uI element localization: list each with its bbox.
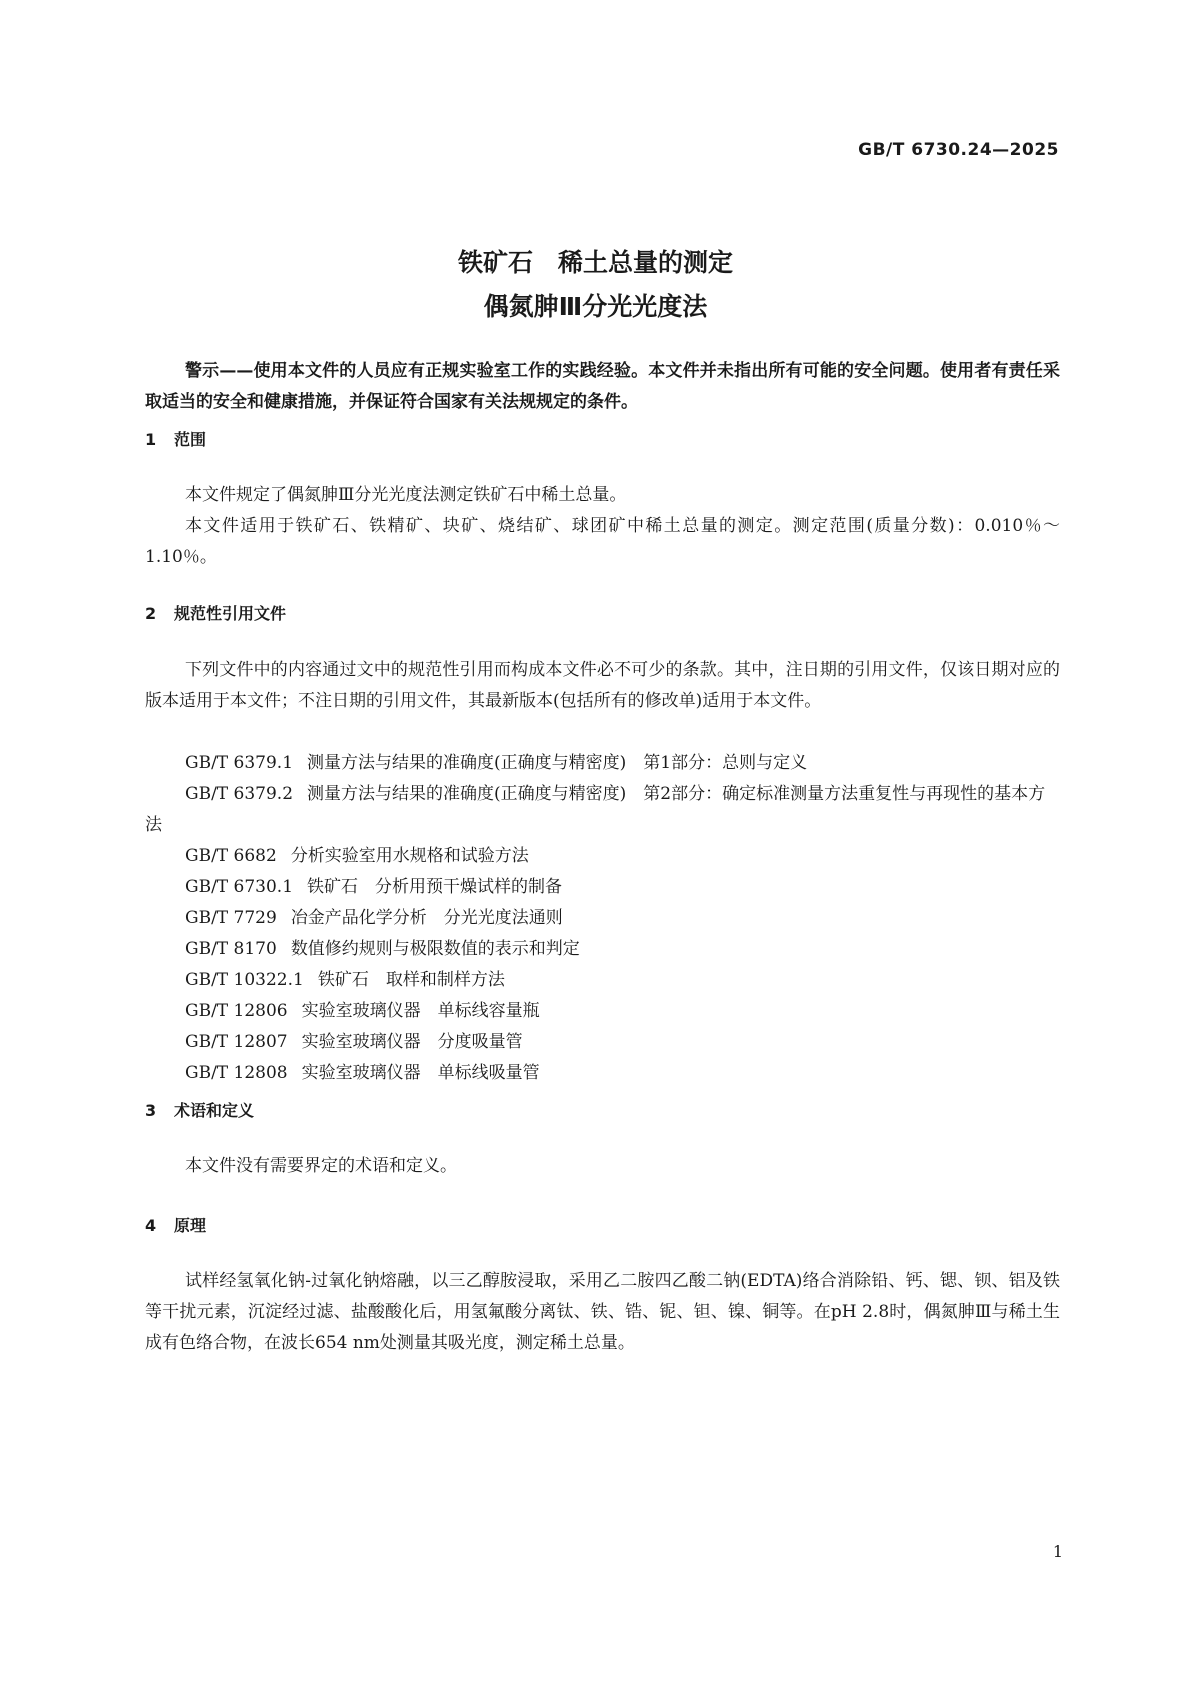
paragraph: 本文件适用于铁矿石、铁精矿、块矿、烧结矿、球团矿中稀土总量的测定。测定范围(质量分数)：0.010％～1.10％。 xyxy=(145,516,1060,567)
reference-code: GB/T 6379.2 xyxy=(185,784,294,804)
reference-code: GB/T 10322.1 xyxy=(185,970,304,990)
principle-body xyxy=(145,1266,1060,1359)
reference-code: GB/T 12806 xyxy=(185,1001,288,1021)
section-title: 术语和定义 xyxy=(174,1101,255,1120)
reference-item xyxy=(145,903,1060,934)
section-number: 3 xyxy=(145,1101,157,1120)
reference-item xyxy=(145,965,1060,996)
reference-code: GB/T 12808 xyxy=(185,1063,288,1083)
section-heading-terms xyxy=(145,1098,254,1121)
reference-item xyxy=(145,872,1060,903)
safety-warning: 警示——使用本文件的人员应有正规实验室工作的实践经验。本文件并未指出所有可能的安全问题。使用者有责任采取适当的安全和健康措施，并保证符合国家有关法规规定的条件。 xyxy=(145,361,1060,412)
reference-code: GB/T 7729 xyxy=(185,908,277,928)
reference-list xyxy=(145,748,1060,1089)
reference-code: GB/T 6730.1 xyxy=(185,877,294,897)
section-title: 规范性引用文件 xyxy=(174,604,287,623)
paragraph: 试样经氢氧化钠-过氧化钠熔融，以三乙醇胺浸取，采用乙二胺四乙酸二钠(EDTA)络合消除铅、钙、锶、钡、铝及铁等干扰元素，沉淀经过滤、盐酸酸化后，用氢氟酸分离钛、铁、锆、铌、钽、镍、铜等。在pH 2.8时，偶氮胂Ⅲ与稀土生成有色络合物，在波长654 nm处测量其吸光度，测定稀土总量。 xyxy=(145,1271,1060,1353)
paragraph: 本文件规定了偶氮胂Ⅲ分光光度法测定铁矿石中稀土总量。 xyxy=(185,485,627,505)
document-title-line2: 偶氮胂Ⅲ分光光度法 xyxy=(483,292,708,321)
reference-title: 测量方法与结果的准确度(正确度与精密度) 第2部分：确定标准测量方法重复性与再现性的基本方法 xyxy=(145,784,1046,835)
section-number: 2 xyxy=(145,604,157,623)
references-intro xyxy=(145,655,1060,717)
section-title: 原理 xyxy=(174,1216,207,1235)
reference-item xyxy=(145,1027,1060,1058)
reference-item xyxy=(145,841,1060,872)
reference-code: GB/T 12807 xyxy=(185,1032,288,1052)
paragraph: 本文件没有需要界定的术语和定义。 xyxy=(185,1156,457,1176)
section-number: 4 xyxy=(145,1216,157,1235)
reference-title: 测量方法与结果的准确度(正确度与精密度) 第1部分：总则与定义 xyxy=(307,753,808,773)
scope-body xyxy=(145,480,1060,573)
page-number: 1 xyxy=(1052,1542,1063,1561)
reference-title: 铁矿石 分析用预干燥试样的制备 xyxy=(307,877,563,897)
reference-code: GB/T 6379.1 xyxy=(185,753,294,773)
reference-item xyxy=(145,934,1060,965)
terms-body xyxy=(145,1151,1060,1182)
reference-item xyxy=(145,1058,1060,1089)
paragraph: 下列文件中的内容通过文中的规范性引用而构成本文件必不可少的条款。其中，注日期的引用文件，仅该日期对应的版本适用于本文件；不注日期的引用文件，其最新版本(包括所有的修改单)适用于本文件。 xyxy=(145,660,1060,711)
section-heading-normative-references xyxy=(145,601,286,624)
reference-item xyxy=(145,748,1060,779)
reference-title: 分析实验室用水规格和试验方法 xyxy=(290,846,529,866)
reference-title: 实验室玻璃仪器 单标线容量瓶 xyxy=(301,1001,540,1021)
reference-item xyxy=(145,996,1060,1027)
section-heading-principle xyxy=(145,1213,206,1236)
reference-title: 实验室玻璃仪器 单标线吸量管 xyxy=(301,1063,540,1083)
reference-title: 冶金产品化学分析 分光光度法通则 xyxy=(290,908,563,928)
reference-code: GB/T 8170 xyxy=(185,939,277,959)
section-number: 1 xyxy=(145,430,157,449)
section-heading-scope xyxy=(145,427,206,450)
reference-title: 铁矿石 取样和制样方法 xyxy=(317,970,505,990)
reference-item xyxy=(145,779,1060,841)
document-title-line1: 铁矿石 稀土总量的测定 xyxy=(457,248,733,277)
reference-title: 实验室玻璃仪器 分度吸量管 xyxy=(301,1032,523,1052)
reference-code: GB/T 6682 xyxy=(185,846,277,866)
standard-code: GB/T 6730.24—2025 xyxy=(858,140,1059,160)
section-title: 范围 xyxy=(174,430,207,449)
reference-title: 数值修约规则与极限数值的表示和判定 xyxy=(290,939,580,959)
